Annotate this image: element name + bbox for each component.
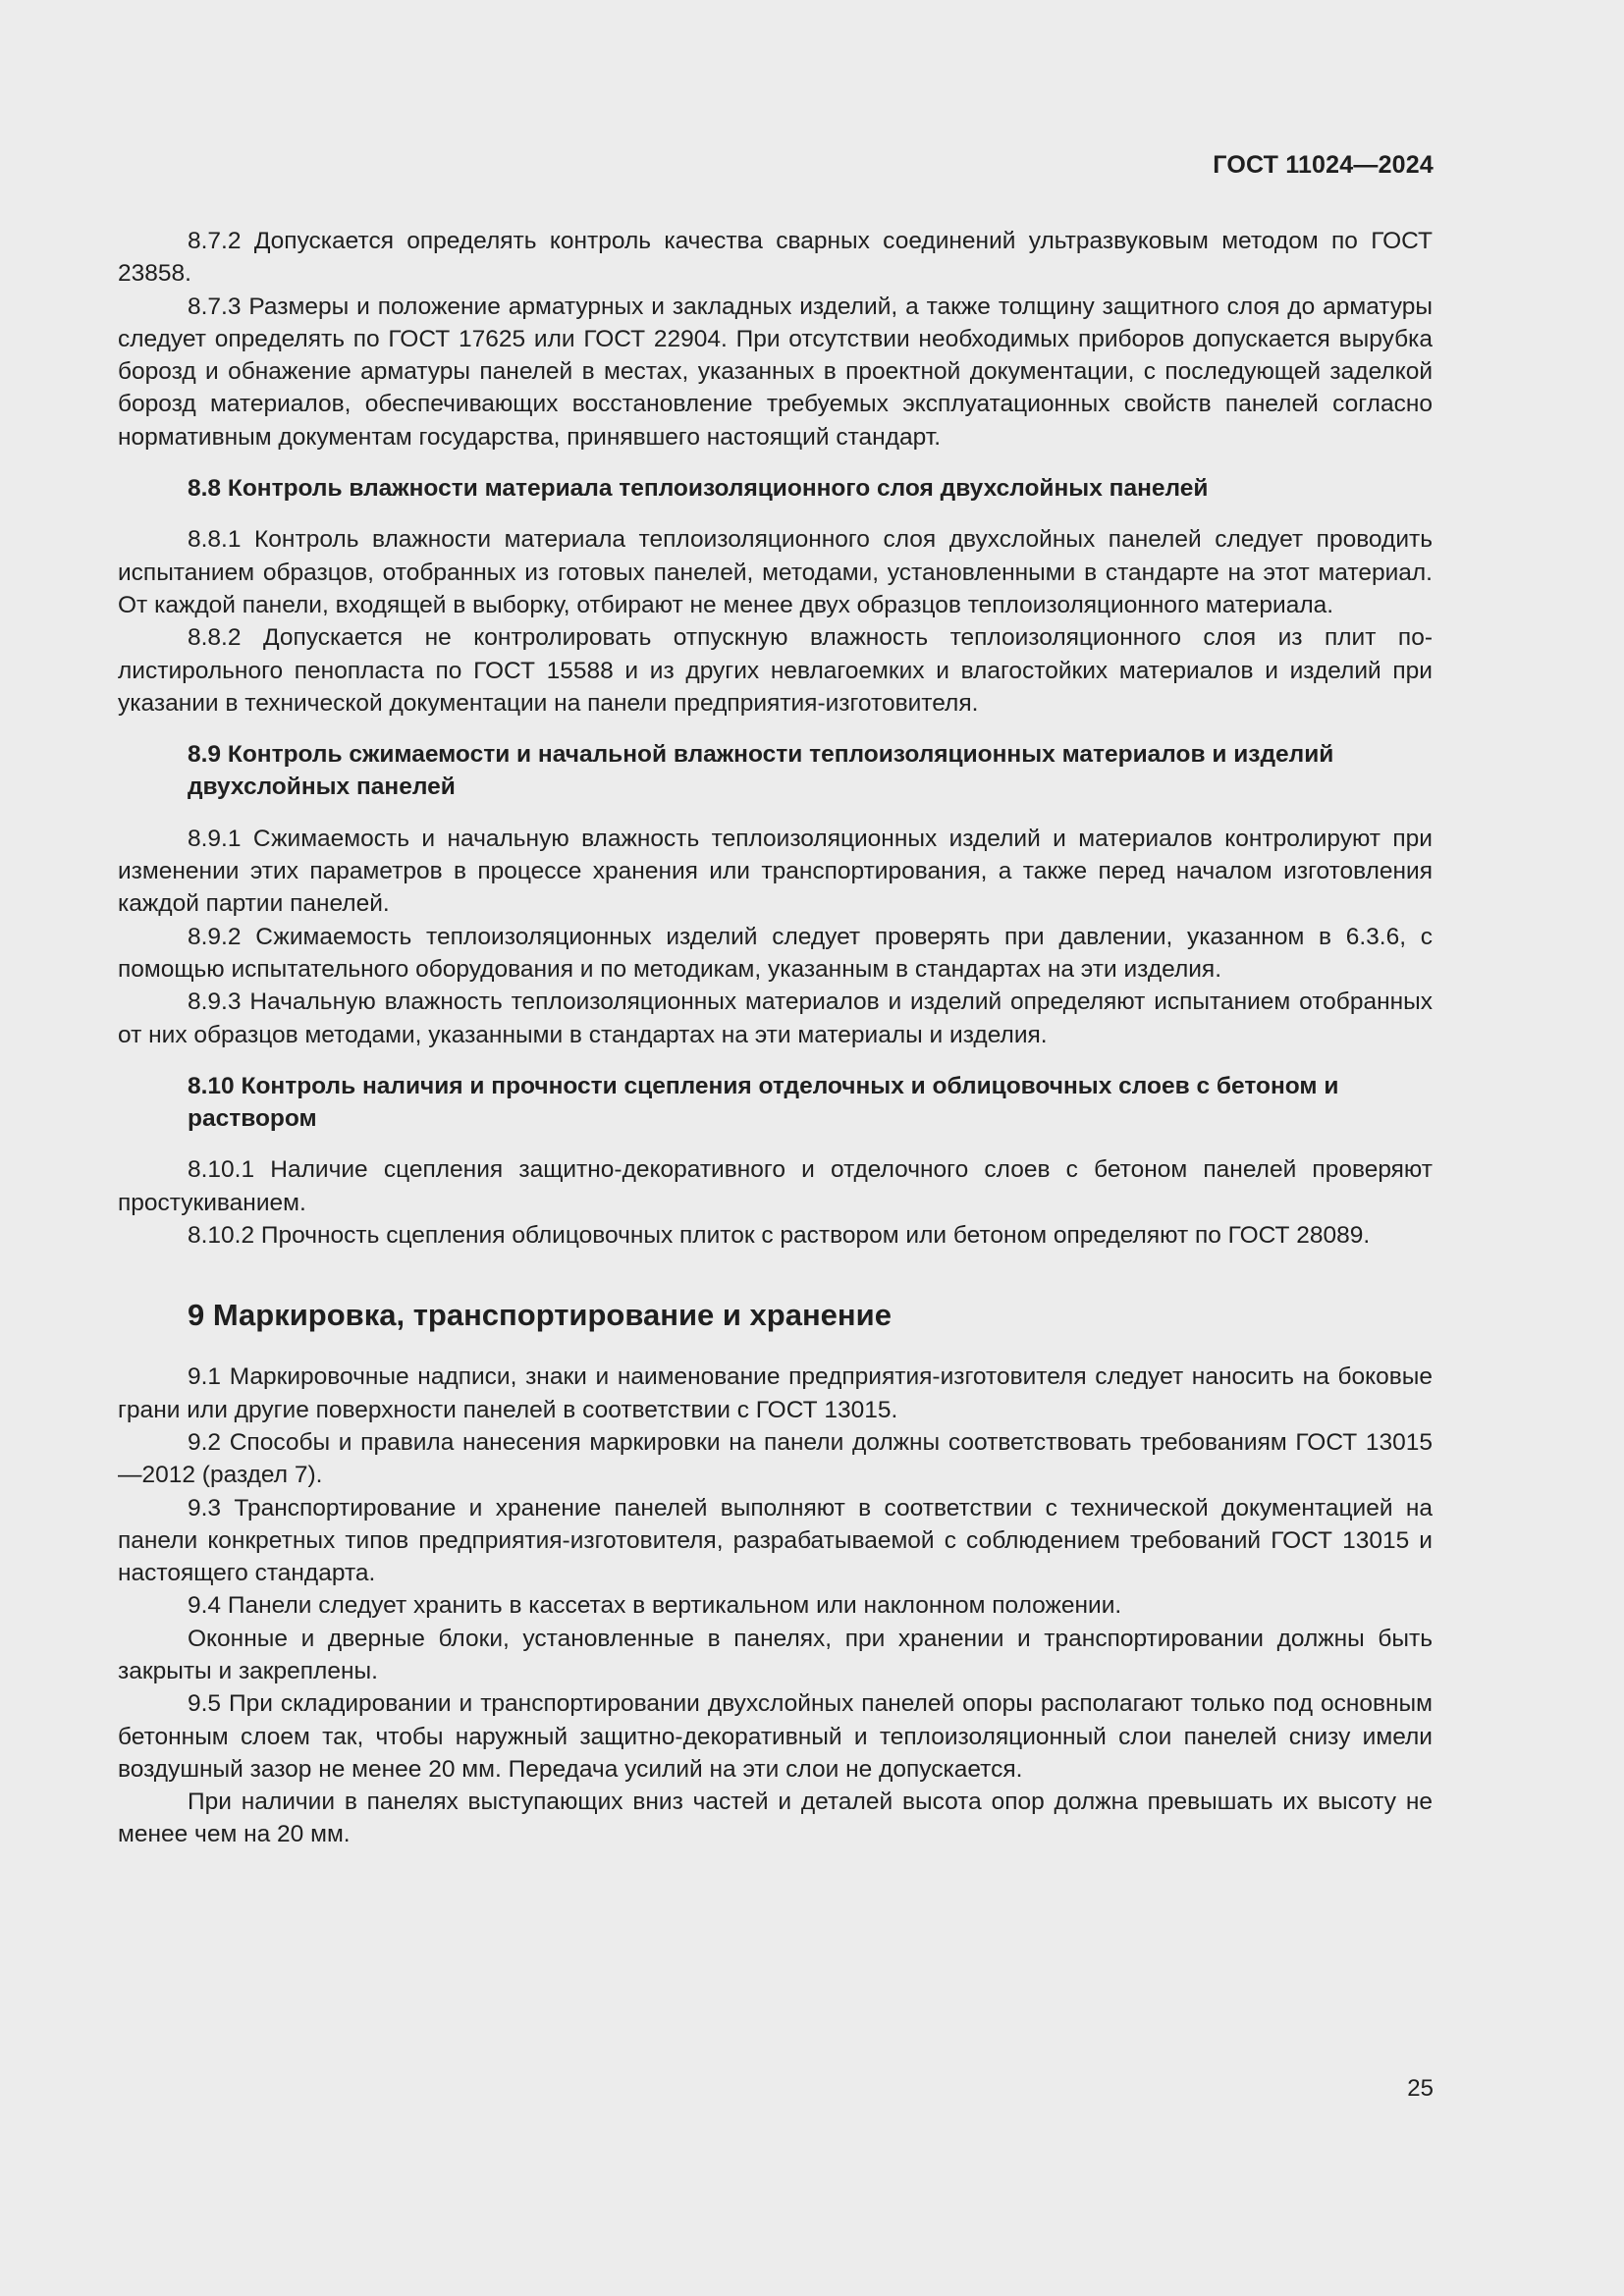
paragraph-8-8-1: 8.8.1 Контроль влажности материала теплоизоляционного слоя двухслойных панелей следует проводить испытанием образцов, отобранных из готовых панелей, методами, установленными в стандарте на этот материал. От каждой панели, входящей в выборку, отбирают не менее двух образцов теплоизоляционного материала. xyxy=(118,526,1433,618)
page-body xyxy=(118,225,1433,1851)
paragraph-8-9-3: 8.9.3 Начальную влажность теплоизоляционных материалов и изделий определяют испытанием отобранных от них образцов методами, указанными в стандартах на эти материалы и изделия. xyxy=(118,988,1433,1048)
paragraph-8-7-2: 8.7.2 Допускается определять контроль качества сварных соединений ультразвуковым методом по ГОСТ 23858. xyxy=(118,228,1433,288)
paragraph-9-4-cont: Оконные и дверные блоки, установленные в панелях, при хранении и транспортировании должны быть закрыты и закреплены. xyxy=(118,1625,1433,1684)
paragraph-8-10-2: 8.10.2 Прочность сцепления облицовочных плиток с раствором или бетоном определяют по ГОСТ 28089. xyxy=(188,1222,1371,1250)
paragraph-9-3: 9.3 Транспортирование и хранение панелей выполняют в соответствии с технической документацией на панели конкретных типов предприятия-изготовителя, разрабатываемой с соблюдением требований ГОСТ 13015 и настоящего стандарта. xyxy=(118,1494,1433,1587)
paragraph-9-5-cont: При наличии в панелях выступающих вниз частей и деталей высота опор должна превышать их высоту не менее чем на 20 мм. xyxy=(118,1789,1433,1848)
paragraph-8-8-2: 8.8.2 Допускается не контролировать отпускную влажность теплоизоляционного слоя из плит полистирольного пенопласта по ГОСТ 15588 и из других невлагоемких и влагостойких материалов и изделий при указании в технической документации на панели предприятия-изготовителя. xyxy=(118,624,1433,717)
paragraph-9-4: 9.4 Панели следует хранить в кассетах в вертикальном или наклонном положении. xyxy=(188,1592,1122,1620)
paragraph-9-5: 9.5 При складировании и транспортировании двухслойных панелей опоры располагают только под основным бетонным слоем так, чтобы наружный защитно-декоративный и теплоизоляционный слои панелей снизу имели воздушный зазор не менее 20 мм. Передача усилий на эти слои не допускается. xyxy=(118,1690,1433,1783)
section-heading-8-8: 8.8 Контроль влажности материала теплоизоляционного слоя двухслойных панелей xyxy=(188,475,1209,503)
page-number: 25 xyxy=(1407,2075,1434,2102)
paragraph-8-7-3: 8.7.3 Размеры и положение арматурных и закладных изделий, а также толщину защитного слоя до арматуры следует определять по ГОСТ 17625 или ГОСТ 22904. При отсутствии необходимых приборов допускается вырубка борозд и обнажение арматуры панелей в местах, указанных в проектной документации, с последующей заделкой борозд материалов, обеспечивающих восстановление требуемых эксплуатационных свойств панелей согласно нормативным документам государства, принявшего настоящий стандарт. xyxy=(118,293,1433,451)
paragraph-9-2: 9.2 Способы и правила нанесения маркировки на панели должны соответствовать требованиям ГОСТ 13015—2012 (раздел 7). xyxy=(118,1428,1433,1489)
section-heading-8-10: 8.10 Контроль наличия и прочности сцепления отделочных и облицовочных слоев с бетоном и раствором xyxy=(188,1072,1339,1133)
chapter-heading-9: 9 Маркировка, транспортирование и хранение xyxy=(188,1298,892,1333)
paragraph-9-1: 9.1 Маркировочные надписи, знаки и наименование предприятия-изготовителя следует наносить на боковые грани или другие поверхности панелей в соответствии с ГОСТ 13015. xyxy=(118,1363,1433,1423)
paragraph-8-9-2: 8.9.2 Сжимаемость теплоизоляционных изделий следует проверять при давлении, указанном в 6.3.6, с помощью испытательного оборудования и по методикам, указанным в стандартах на эти изделия. xyxy=(118,923,1433,983)
paragraph-8-10-1: 8.10.1 Наличие сцепления защитно-декоративного и отделочного слоев с бетоном панелей проверяют простукиванием. xyxy=(118,1156,1433,1216)
document-header: ГОСТ 11024—2024 xyxy=(1213,151,1434,179)
section-heading-8-9: 8.9 Контроль сжимаемости и начальной влажности теплоизоляционных материалов и изделий двухслойных панелей xyxy=(188,741,1334,801)
paragraph-8-9-1: 8.9.1 Сжимаемость и начальную влажность теплоизоляционных изделий и материалов контролируют при изменении этих параметров в процессе хранения или транспортирования, а также перед началом изготовления каждой партии панелей. xyxy=(118,825,1433,918)
